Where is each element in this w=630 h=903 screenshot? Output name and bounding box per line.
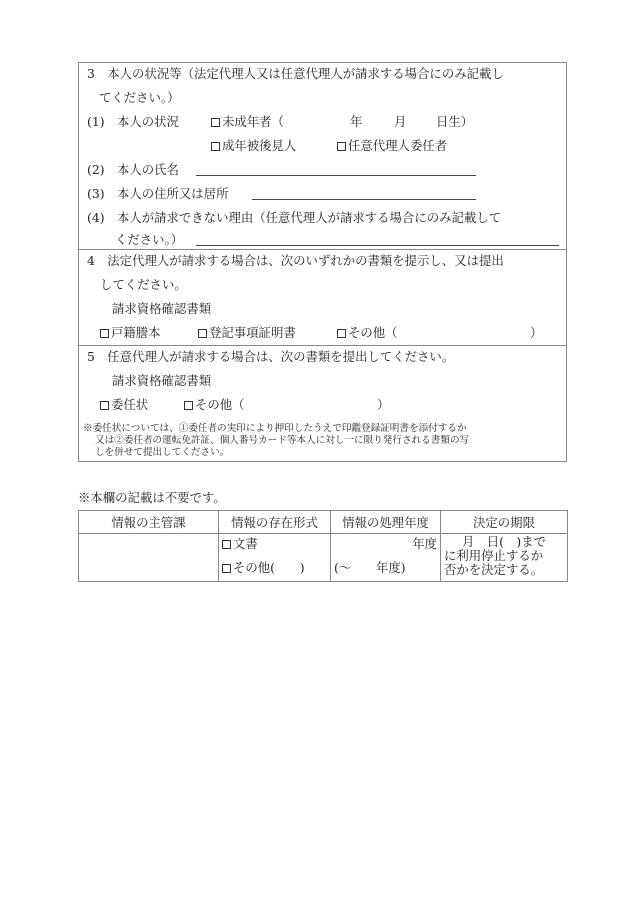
family-register-option[interactable]: 戸籍謄本 [100,326,161,340]
format-cell [219,534,331,582]
item4-label-line2: ください。） [115,232,184,247]
birth-year-unit: 年 [350,114,363,129]
section4-other-option[interactable]: その他（ [337,326,398,340]
deadline-cell: 月 日( )まで に利用停止するか 否かを決定する。 [441,534,568,582]
section5-heading: 5 任意代理人が請求する場合は、次の書類を提出してください。 [87,349,455,364]
section5-other-option[interactable]: その他（ [184,398,245,412]
voluntary-principal-option[interactable]: 任意代理人委任者 [337,139,447,153]
format-document-option[interactable]: 文書 [222,537,327,551]
note-line1: ※委任状については、①委任者の実印により押印したうえで印鑑登録証明書を添付するか [83,423,467,434]
note-line2: 又は②委任者の運転免許証、個人番号カード等本人に対し一に限り発行される書類の写 [95,435,470,446]
birth-day-unit: 日生） [436,114,474,129]
section4-heading-line1: 4 法定代理人が請求する場合は、次のいずれかの書類を提示し、又は提出 [87,253,504,268]
address-field-underline[interactable] [252,199,476,200]
section3-heading-line2: てください。） [99,90,180,105]
checkbox-icon[interactable] [100,401,109,410]
department-cell [79,534,219,582]
item1-label: (1) 本人の状況 [87,114,179,129]
checkbox-icon[interactable] [211,142,220,151]
office-use-note: ※本欄の記載は不要です。 [78,490,226,505]
reason-field-underline[interactable] [196,245,559,246]
section5-subheading: 請求資格確認書類 [112,373,212,388]
checkbox-icon[interactable] [198,329,207,338]
checkbox-icon[interactable] [100,329,109,338]
format-other-option[interactable]: その他( ) [222,561,327,575]
header-deadline: 決定の期限 [441,511,568,534]
header-department: 情報の主管課 [79,511,219,534]
header-year: 情報の処理年度 [331,511,441,534]
power-of-attorney-option[interactable]: 委任状 [100,398,148,412]
registry-certificate-option[interactable]: 登記事項証明書 [198,326,296,340]
checkbox-icon[interactable] [184,401,193,410]
checkbox-icon[interactable] [337,142,346,151]
office-use-table [78,510,568,582]
section4-subheading: 請求資格確認書類 [112,301,212,316]
section4-heading-line2: してください。 [100,277,187,292]
item4-label-line1: (4) 本人が請求できない理由（任意代理人が請求する場合にのみ記載して [87,210,502,225]
checkbox-icon[interactable] [337,329,346,338]
birth-month-unit: 月 [394,114,407,129]
checkbox-icon[interactable] [211,118,220,127]
checkbox-icon[interactable] [222,540,231,549]
section-divider [78,249,567,250]
name-field-underline[interactable] [196,175,476,176]
section5-other-close: ） [377,397,390,412]
checkbox-icon[interactable] [222,564,231,573]
section3-heading-line1: 3 本人の状況等（法定代理人又は任意代理人が請求する場合にのみ記載し [87,66,504,81]
section-divider [78,345,567,346]
table-row [79,534,568,582]
adult-ward-option[interactable]: 成年被後見人 [211,139,296,153]
item3-label: (3) 本人の住所又は居所 [87,186,229,201]
section4-other-close: ） [530,325,543,340]
year-cell: 年度 (～ 年度) [331,534,441,582]
header-format: 情報の存在形式 [219,511,331,534]
note-line3: しを併せて提出してください。 [95,447,230,458]
item2-label: (2) 本人の氏名 [87,162,179,177]
table-header-row [79,511,568,534]
minor-option[interactable]: 未成年者（ [211,115,284,129]
